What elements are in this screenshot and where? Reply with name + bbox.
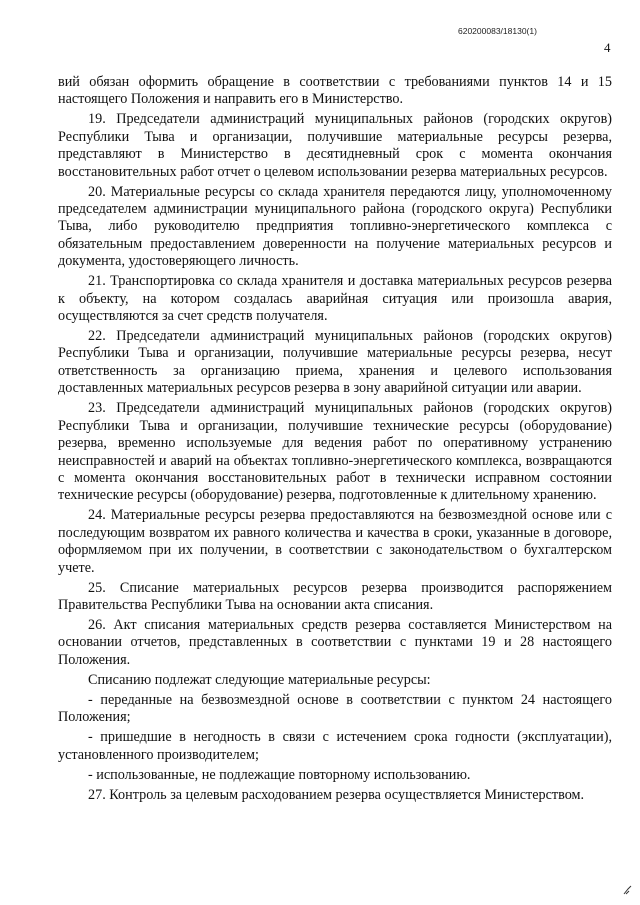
list-item-transferred: - переданные на безвозмездной основе в соответствии с пунктом 24 настоящего Положения; (58, 691, 612, 726)
list-item-expired: - пришедшие в негодность в связи с истечением срока годности (эксплуатации), установленного производителем; (58, 729, 612, 763)
paragraph-25: 25. Списание материальных ресурсов резерва производится распоряжением Правительства Республики Тыва на основании акта списания. (58, 579, 612, 613)
paragraph-20: 20. Материальные ресурсы со склада хранителя передаются лицу, уполномоченному председателем администрации муниципального района (городского округа) Республики Тыва, либо руководителю предприятия топливно-энергетического комплекса с обязательным предоставлением доверенности на получение материальных ресурсов и документа, удостоверяющего личность. (58, 183, 612, 270)
scan-corner-mark (623, 885, 632, 895)
paragraph-23: 23. Председатели администраций муниципальных районов (городских округов) Республики Тыва и организации, получившие технические ресурсы (оборудование) резерва, временно используемые для ведения работ по оперативному устранению неисправностей и аварий на объектах топливно-энергетического комплекса, возвращаются с момента окончания восстановительных работ в технически исправном состоянии технические ресурсы (оборудование) резерва, подготовленные к длительному хранению. (58, 400, 612, 504)
paragraph-27: 27. Контроль за целевым расходованием резерва осуществляется Министерством. (88, 786, 585, 803)
paragraph-21: 21. Транспортировка со склада хранителя и доставка материальных ресурсов резерва к объекту, на котором создалась аварийная ситуация или произошла авария, осуществляются за счет средств получателя. (58, 273, 612, 325)
paragraph-22: 22. Председатели администраций муниципальных районов (городских округов) Республики Тыва и организации, получившие материальные ресурсы резерва, несут ответственность за организацию приема, хранения и целевого использования доставленных материальных ресурсов резерва в зону аварийной ситуации или аварии. (58, 328, 612, 397)
paragraph-19: 19. Председатели администраций муниципальных районов (городских округов) Республики Тыва и организации, получившие материальные ресурсы резерва, представляют в Министерство в десятидневный срок с момента окончания восстановительных работ отчет о целевом использовании резерва материальных ресурсов. (58, 111, 612, 180)
paragraph-continuation: вий обязан оформить обращение в соответствии с требованиями пунктов 14 и 15 настоящего Положения и направить его в Министерство. (58, 74, 612, 108)
document-body (58, 74, 612, 807)
list-item-used: - использованные, не подлежащие повторному использованию. (88, 766, 471, 783)
paragraph-26: 26. Акт списания материальных средств резерва составляется Министерством на основании отчетов, представленных в соответствии с пунктами 19 и 28 настоящего Положения. (58, 616, 612, 668)
document-code: 620200083/18130(1) (458, 26, 537, 36)
paragraph-write-off-intro: Списанию подлежат следующие материальные ресурсы: (88, 671, 431, 688)
page-number: 4 (604, 40, 611, 55)
paragraph-24: 24. Материальные ресурсы резерва предоставляются на безвозмездной основе или с последующим возвратом их равного количества и качества в сроки, указанные в договоре, оформляемом при их получении, в соответствии с законодательством о бухгалтерском учете. (58, 507, 612, 576)
